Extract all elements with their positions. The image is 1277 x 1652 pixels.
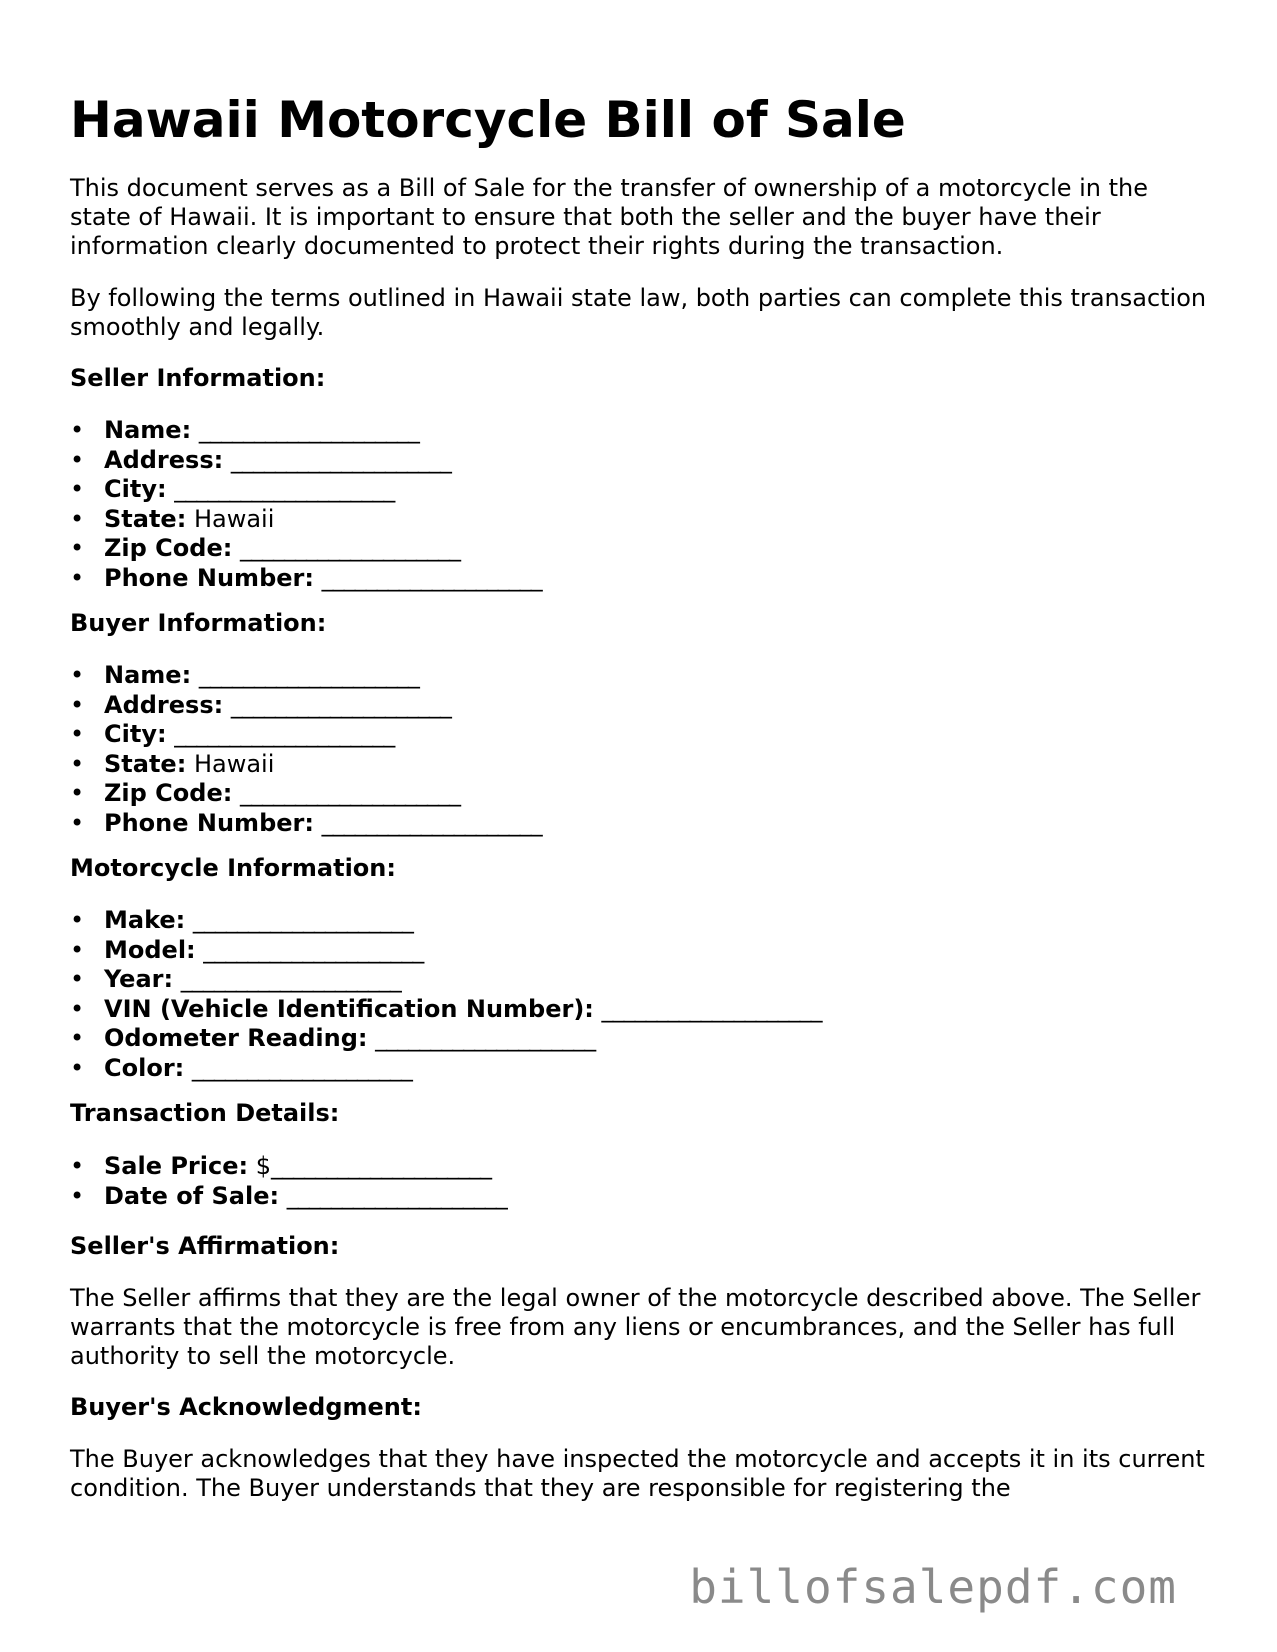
motorcycle-field-odometer-reading (104, 1024, 822, 1054)
seller-fields (104, 416, 542, 594)
motorcycle-field-vin-vehicle-identification-number (104, 995, 822, 1025)
buyer-field-phone-number (104, 809, 542, 839)
fill-in-blank[interactable]: ____________________ (180, 965, 401, 994)
buyer-field-state (104, 750, 542, 780)
motorcycle-field-year (104, 965, 822, 995)
buyer-fields (104, 661, 542, 839)
transaction-heading: Transaction Details: (70, 1099, 340, 1127)
seller-affirmation-heading: Seller's Affirmation: (70, 1232, 340, 1260)
fill-in-blank[interactable]: ____________________ (601, 994, 822, 1023)
fill-in-blank[interactable]: ____________________ (321, 563, 542, 592)
seller-affirmation-text: The Seller affirms that they are the legal owner of the motorcycle described above. The Seller warrants that the motorcycle is free from any liens or encumbrances, and the Seller has full authority to sell the motorcycle. (70, 1284, 1201, 1370)
field-label: Color: (104, 1053, 185, 1082)
field-label: Sale Price: (104, 1152, 249, 1180)
buyer-field-city (104, 720, 542, 750)
motorcycle-fields (104, 906, 822, 1084)
transaction-fields (104, 1152, 507, 1211)
fill-in-blank[interactable]: ____________________ (271, 1152, 492, 1180)
field-label: Address: (104, 690, 224, 719)
fill-in-blank[interactable]: ____________________ (198, 416, 419, 444)
document-title: Hawaii Motorcycle Bill of Sale (70, 91, 906, 149)
fill-in-blank[interactable]: ____________________ (321, 808, 542, 837)
watermark: billofsalepdf.com (689, 1560, 1177, 1614)
seller-field-state (104, 505, 542, 535)
field-label: Odometer Reading: (104, 1024, 368, 1053)
fill-in-blank[interactable]: ____________________ (198, 661, 419, 689)
transaction-field-date-of-sale (104, 1182, 507, 1212)
field-value: Hawaii (193, 749, 275, 778)
fill-in-blank[interactable]: ____________________ (239, 534, 460, 563)
buyer-field-name (104, 661, 542, 691)
motorcycle-field-color (104, 1054, 822, 1084)
seller-field-zip-code (104, 534, 542, 564)
fill-in-blank[interactable]: ____________________ (230, 690, 451, 719)
field-label: State: (104, 504, 187, 533)
buyer-acknowledgment-heading: Buyer's Acknowledgment: (70, 1393, 422, 1421)
buyer-acknowledgment-text: The Buyer acknowledges that they have inspected the motorcycle and accepts it in its current condition. The Buyer understands that they are responsible for registering the (70, 1445, 1205, 1502)
fill-in-blank[interactable]: ____________________ (230, 445, 451, 474)
field-label: Phone Number: (104, 563, 314, 592)
motorcycle-heading: Motorcycle Information: (70, 854, 396, 882)
fill-in-blank[interactable]: ____________________ (192, 906, 413, 934)
motorcycle-field-make (104, 906, 822, 936)
intro-paragraph-2: By following the terms outlined in Hawaii state law, both parties can complete this transaction smoothly and legally. (70, 284, 1207, 341)
field-label: State: (104, 749, 187, 778)
fill-in-blank[interactable]: ____________________ (174, 475, 395, 504)
field-value: Hawaii (193, 504, 275, 533)
field-label: Model: (104, 935, 196, 964)
field-label: Name: (104, 661, 192, 689)
fill-in-blank[interactable]: ____________________ (191, 1053, 412, 1082)
field-label: City: (104, 720, 167, 749)
seller-field-phone-number (104, 564, 542, 594)
buyer-field-zip-code (104, 779, 542, 809)
field-label: Date of Sale: (104, 1181, 280, 1210)
seller-field-city (104, 475, 542, 505)
field-label: Zip Code: (104, 779, 233, 808)
fill-in-blank[interactable]: ____________________ (203, 935, 424, 964)
field-label: City: (104, 475, 167, 504)
field-label: VIN (Vehicle Identification Number): (104, 994, 594, 1023)
transaction-field-sale-price (104, 1152, 507, 1182)
buyer-heading: Buyer Information: (70, 609, 327, 637)
field-label: Year: (104, 965, 174, 994)
fill-in-blank[interactable]: ____________________ (375, 1024, 596, 1053)
field-label: Name: (104, 416, 192, 444)
field-label: Phone Number: (104, 808, 314, 837)
field-label: Address: (104, 445, 224, 474)
field-label: Zip Code: (104, 534, 233, 563)
field-prefix: $ (255, 1152, 272, 1180)
field-label: Make: (104, 906, 186, 934)
seller-field-address (104, 446, 542, 476)
fill-in-blank[interactable]: ____________________ (174, 720, 395, 749)
intro-paragraph-1: This document serves as a Bill of Sale for the transfer of ownership of a motorcycle in the state of Hawaii. It is important to ensure that both the seller and the buyer have their information clearly documented to protect their rights during the transaction. (70, 174, 1149, 260)
seller-heading: Seller Information: (70, 364, 326, 392)
buyer-field-address (104, 691, 542, 721)
motorcycle-field-model (104, 936, 822, 966)
seller-field-name (104, 416, 542, 446)
fill-in-blank[interactable]: ____________________ (239, 779, 460, 808)
fill-in-blank[interactable]: ____________________ (286, 1181, 507, 1210)
